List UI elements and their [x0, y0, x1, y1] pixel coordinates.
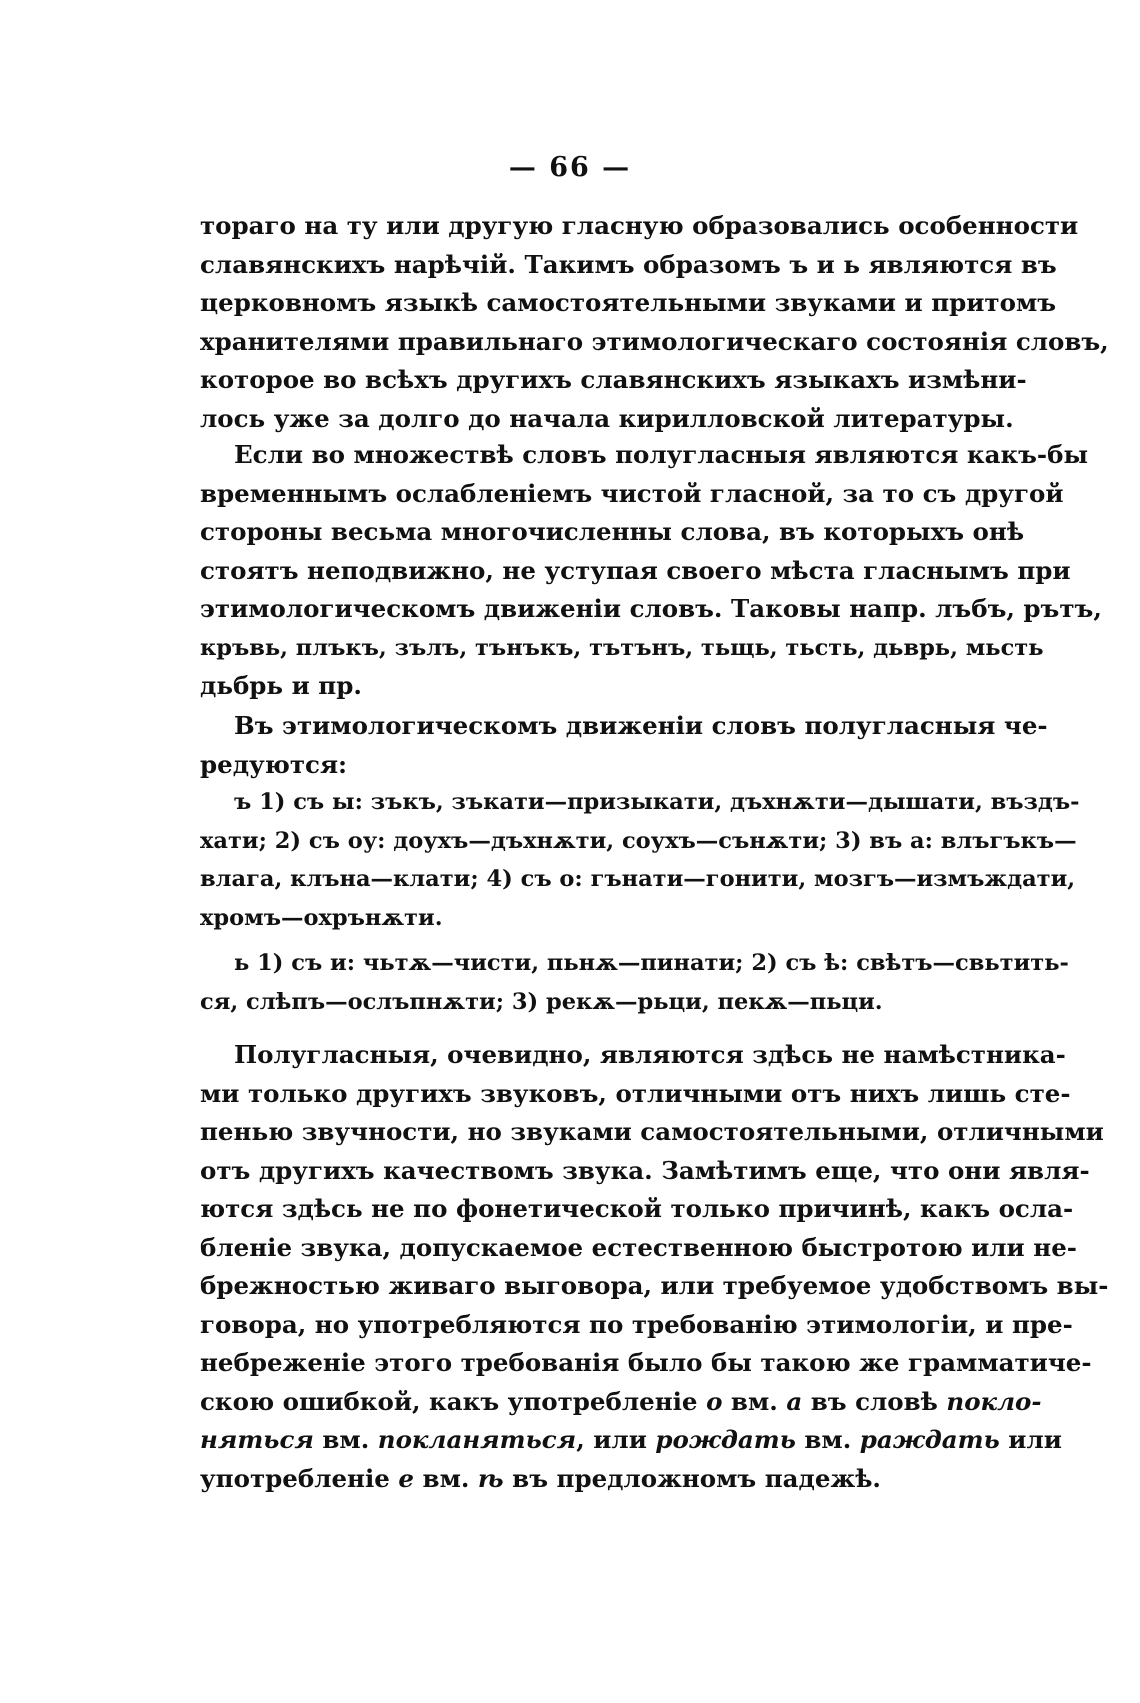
text-run: въ словѣ	[802, 1386, 947, 1416]
text-run: вм.	[795, 1425, 860, 1454]
text-line: тораго на ту или другую гласную образовались особенности	[200, 211, 1079, 240]
italic-example: рождать	[655, 1425, 796, 1454]
text-line: отъ другихъ качествомъ звука. Замѣтимъ еще, что они явля-	[200, 1155, 1090, 1185]
text-line: славянскихъ нарѣчій. Такимъ образомъ ъ и ь являются въ	[200, 249, 1057, 279]
text-line: которое во всѣхъ другихъ славянскихъ языкахъ измѣни-	[200, 365, 1027, 394]
text-run: вм.	[414, 1463, 478, 1493]
text-line: ь 1) съ и: чьтѫ—чисти, пьнѫ—пинати; 2) съ ѣ: свѣтъ—свьтить-	[234, 950, 1069, 976]
italic-example: а	[786, 1386, 803, 1416]
text-line: стороны весьма многочисленны слова, въ которыхъ онѣ	[200, 517, 1025, 546]
text-line: говора, но употребляются по требованію этимологіи, и пре-	[200, 1309, 1073, 1339]
text-run: , или	[576, 1425, 656, 1454]
italic-example: раждать	[859, 1425, 1000, 1454]
text-line: Если во множествѣ словъ полугласныя являются какъ-бы	[234, 440, 1089, 469]
text-line: влага, клъна—клати; 4) съ о: гънати—гонити, мозгъ—измъждати,	[200, 866, 1076, 892]
text-line: ются здѣсь не по фонетической только причинѣ, какъ осла-	[200, 1194, 1074, 1223]
text-run: скою ошибкой, какъ употребленіе	[200, 1386, 707, 1416]
text-line: этимологическомъ движеніи словъ. Таковы напр. лъбъ, рътъ,	[200, 594, 1102, 623]
page-number: — 66 —	[508, 152, 632, 183]
text-line: брежностью живаго выговора, или требуемое удобствомъ вы-	[200, 1271, 1109, 1300]
text-run: употребленіе	[200, 1463, 399, 1493]
text-line: ми только другихъ звуковъ, отличными отъ нихъ лишь сте-	[200, 1078, 1071, 1108]
text-run: въ предложномъ падежѣ.	[503, 1463, 881, 1493]
italic-example: покло-	[946, 1386, 1042, 1416]
text-line	[200, 1383, 1042, 1422]
text-line	[200, 1421, 1062, 1460]
text-line: дьбрь и пр.	[200, 671, 362, 700]
text-line: ся, слѣпъ—ослъпнѫти; 3) рекѫ—рьци, пекѫ—пьци.	[200, 988, 883, 1015]
italic-example: покланяться	[377, 1425, 577, 1454]
text-line: стоятъ неподвижно, не уступая своего мѣста гласнымъ при	[200, 555, 1071, 585]
italic-example: о	[706, 1386, 723, 1416]
text-run: вм.	[313, 1425, 378, 1454]
italic-example: е	[398, 1463, 415, 1493]
italic-example: няться	[200, 1425, 314, 1454]
text-line: бленіе звука, допускаемое естественною быстротою или не-	[200, 1232, 1077, 1262]
text-line: Въ этимологическомъ движеніи словъ полугласныя че-	[234, 711, 1048, 740]
paragraph-2	[200, 436, 1102, 706]
paragraph-4	[200, 1036, 1109, 1498]
paragraph-3	[200, 707, 1048, 784]
text-line: хромъ—охрънѫти.	[200, 904, 443, 931]
italic-example: ѣ	[477, 1463, 504, 1493]
text-line: лось уже за долго до начала кирилловской литературы.	[200, 403, 1014, 433]
text-line: хати; 2) съ оу: доухъ—дъхнѫти, соухъ—сънѫти; 3) въ а: влъгъкъ—	[200, 827, 1077, 854]
text-line: Полугласныя, очевидно, являются здѣсь не намѣстника-	[234, 1040, 1066, 1069]
paragraph-1	[200, 207, 1109, 438]
text-line: хранителями правильнаго этимологическаго состоянія словъ,	[200, 326, 1109, 356]
examples-soft-yer	[200, 944, 1069, 1021]
text-line: временнымъ ослабленіемъ чистой гласной, за то съ другой	[200, 478, 1064, 508]
text-line: ъ 1) съ ы: зъкъ, зъкати—призыкати, дъхнѫти—дышати, въздъ-	[234, 789, 1080, 815]
text-line: редуются:	[200, 749, 348, 779]
text-line: церковномъ языкѣ самостоятельными звуками и притомъ	[200, 288, 1057, 317]
text-run: вм.	[722, 1386, 787, 1416]
text-line: пенью звучности, но звуками самостоятельными, отличными	[200, 1117, 1104, 1146]
text-line	[200, 1460, 968, 1499]
text-line: кръвь, плъкъ, зълъ, тънъкъ, тътънъ, тьщь, тьсть, дьврь, мьсть	[200, 634, 1044, 661]
text-run: или	[999, 1425, 1062, 1454]
text-line: небреженіе этого требованія было бы такою же грамматиче-	[200, 1348, 1092, 1377]
examples-hard-yer	[200, 783, 1080, 937]
